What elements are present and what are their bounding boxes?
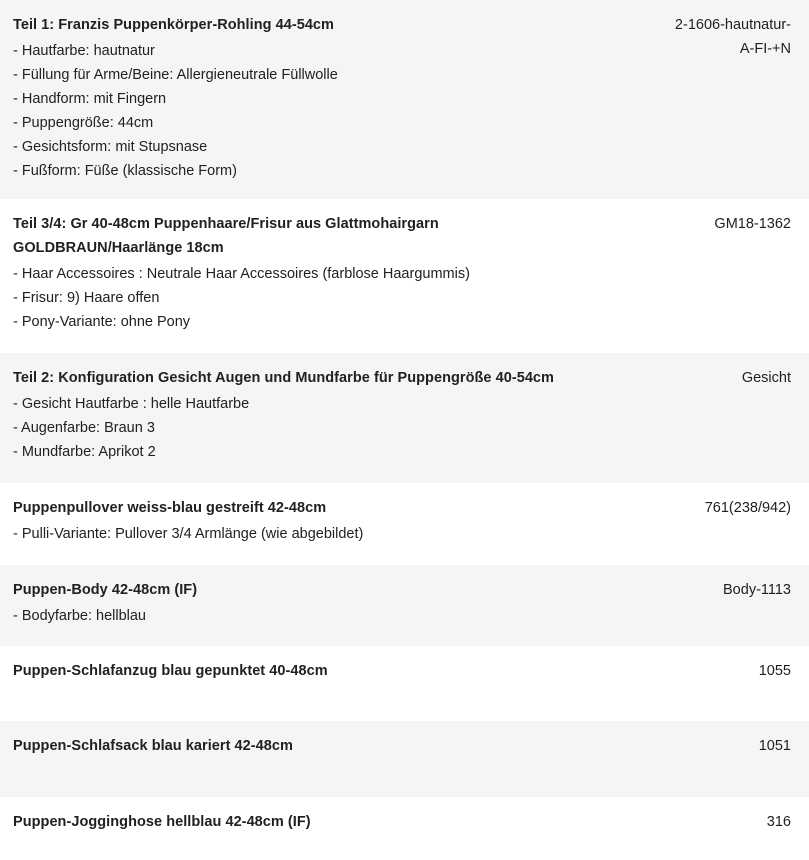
item-details: [13, 496, 573, 546]
item-attribute: - Mundfarbe: Aprikot 2: [13, 444, 156, 460]
item-attribute: - Hautfarbe: hautnatur: [13, 43, 155, 59]
item-attribute: - Handform: mit Fingern: [13, 91, 167, 107]
item-details: [13, 13, 573, 183]
order-item-row: [0, 797, 809, 860]
item-sku: 761(238/942): [704, 500, 791, 516]
item-sku: [655, 13, 791, 61]
item-attribute: - Füllung für Arme/Beine: Allergieneutrale Füllwolle: [13, 67, 338, 83]
item-attribute: - Augenfarbe: Braun 3: [13, 420, 155, 436]
item-attributes: [13, 39, 573, 183]
item-attributes: [13, 522, 573, 546]
item-sku: 316: [766, 814, 791, 830]
item-attribute: - Pony-Variante: ohne Pony: [13, 314, 191, 330]
item-attribute: - Pulli-Variante: Pullover 3/4 Armlänge (wie abgebildet): [13, 526, 364, 542]
item-sku: 1051: [758, 738, 791, 754]
item-sku: 1055: [758, 663, 791, 679]
item-name: Puppen-Schlafanzug blau gepunktet 40-48cm: [13, 663, 328, 679]
item-name: Teil 1: Franzis Puppenkörper-Rohling 44-54cm: [13, 17, 334, 33]
item-details: [13, 810, 573, 836]
item-attributes: [13, 392, 653, 464]
order-item-row: [0, 721, 809, 797]
item-attribute: - Bodyfarbe: hellblau: [13, 608, 146, 624]
item-sku: Body-1113: [723, 582, 791, 598]
order-item-row: [0, 646, 809, 721]
item-attributes: [13, 262, 573, 334]
item-name: Puppen-Schlafsack blau kariert 42-48cm: [13, 738, 293, 754]
item-attribute: - Puppengröße: 44cm: [13, 115, 154, 131]
item-attribute: - Frisur: 9) Haare offen: [13, 290, 160, 306]
item-details: [13, 212, 573, 334]
item-sku: GM18-1362: [714, 216, 791, 232]
item-details: [13, 734, 573, 760]
item-sku-line: A-FI-+N: [739, 41, 791, 57]
item-name: Puppen-Jogginghose hellblau 42-48cm (IF): [13, 814, 311, 830]
order-item-row: [0, 353, 809, 483]
item-details: [13, 659, 573, 685]
order-item-row: [0, 565, 809, 646]
order-item-row: [0, 199, 809, 353]
item-name-line: GOLDBRAUN/Haarlänge 18cm: [13, 240, 224, 256]
item-sku: Gesicht: [741, 370, 791, 386]
item-attribute: - Haar Accessoires : Neutrale Haar Accessoires (farblose Haargummis): [13, 266, 470, 282]
order-item-row: [0, 0, 809, 199]
item-details: [13, 366, 653, 464]
item-name: Puppen-Body 42-48cm (IF): [13, 582, 198, 598]
item-name: [13, 212, 573, 260]
item-attributes: [13, 604, 573, 628]
item-sku-line: 2-1606-hautnatur-: [674, 17, 791, 33]
item-name: Teil 2: Konfiguration Gesicht Augen und Mundfarbe für Puppengröße 40-54cm: [13, 370, 554, 386]
item-name-line: Teil 3/4: Gr 40-48cm Puppenhaare/Frisur aus Glattmohairgarn: [13, 216, 439, 232]
item-details: [13, 578, 573, 628]
item-attribute: - Fußform: Füße (klassische Form): [13, 163, 237, 179]
item-attribute: - Gesichtsform: mit Stupsnase: [13, 139, 208, 155]
order-item-row: [0, 483, 809, 565]
item-name: Puppenpullover weiss-blau gestreift 42-48cm: [13, 500, 327, 516]
item-attribute: - Gesicht Hautfarbe : helle Hautfarbe: [13, 396, 250, 412]
